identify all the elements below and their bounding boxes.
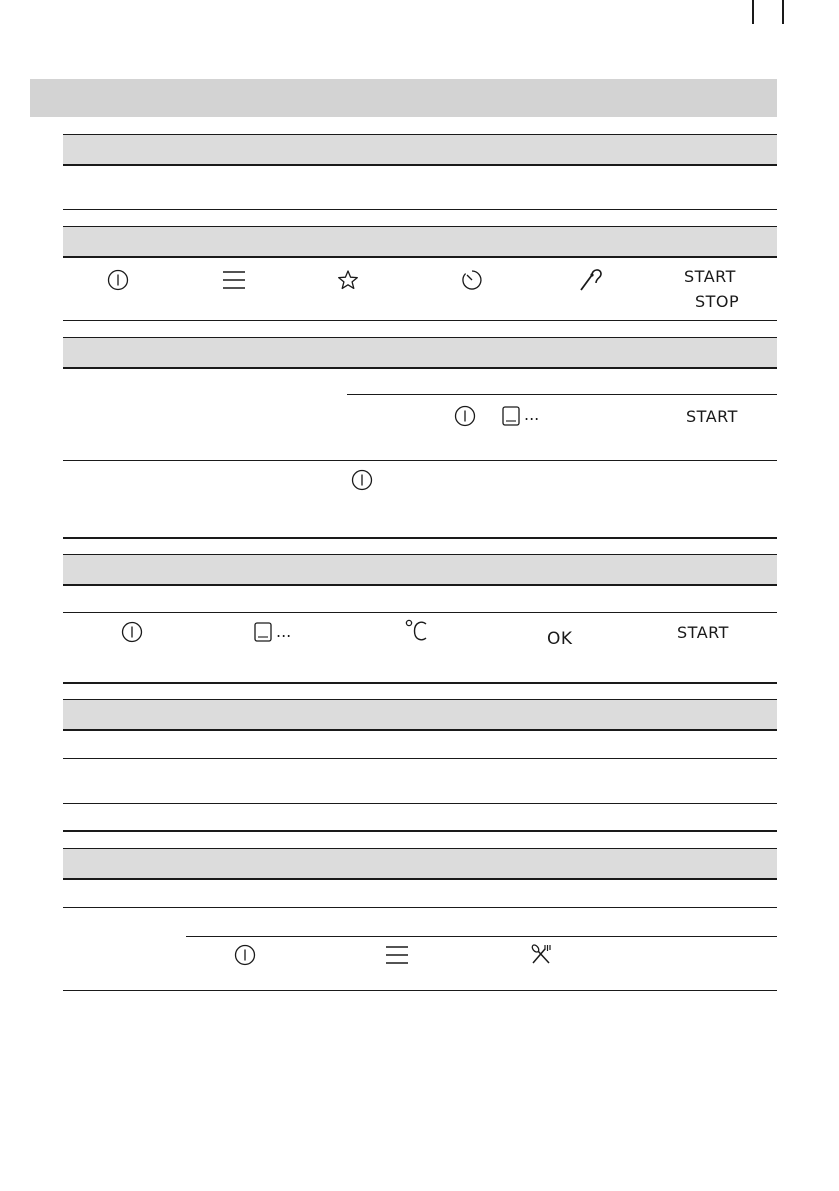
- power-icon: [106, 268, 130, 292]
- timer-icon: [460, 268, 484, 292]
- stop-label: STOP: [695, 292, 740, 311]
- page-marker-right: [782, 0, 784, 24]
- section-2-title-band: [63, 227, 777, 256]
- power-icon: [350, 468, 374, 492]
- favourite-icon: [336, 268, 360, 292]
- section-3-title-band: [63, 338, 777, 367]
- food-probe-icon: [579, 266, 605, 292]
- temperature-icon: [404, 618, 430, 644]
- start-label: START: [684, 267, 736, 286]
- oven-function-icon: [501, 405, 521, 427]
- menu-icon: [384, 943, 410, 967]
- section-6-title-band: [63, 849, 777, 878]
- section-4-title-band: [63, 555, 777, 584]
- chapter-header-band: [30, 79, 777, 117]
- section-1-title-band: [63, 135, 777, 164]
- menu-icon: [221, 268, 247, 292]
- more-indicator: ...: [276, 622, 292, 641]
- ok-label: OK: [547, 629, 573, 649]
- power-icon: [233, 943, 257, 967]
- oven-function-icon: [253, 621, 273, 643]
- page-marker-left: [752, 0, 754, 24]
- more-indicator: ...: [524, 405, 540, 424]
- section-5-title-band: [63, 700, 777, 729]
- power-icon: [120, 620, 144, 644]
- power-icon: [453, 404, 477, 428]
- start-label: START: [686, 407, 738, 426]
- cookware-icon: [529, 942, 553, 966]
- start-label: START: [677, 623, 729, 642]
